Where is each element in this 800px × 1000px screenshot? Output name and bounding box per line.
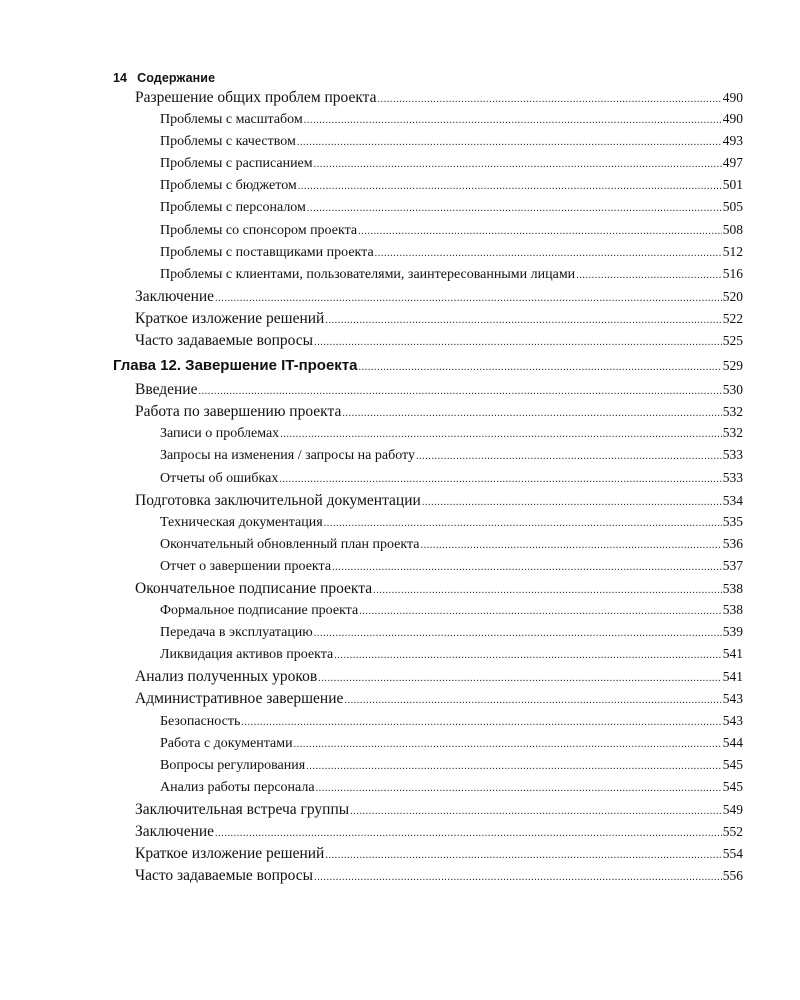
toc-entry — [113, 492, 743, 514]
dot-leader — [314, 628, 722, 639]
dot-leader — [334, 650, 722, 661]
toc-entry — [113, 690, 743, 712]
dot-leader — [279, 474, 721, 485]
toc-entry-page: 549 — [722, 801, 743, 817]
toc-entry-page: 539 — [722, 624, 743, 640]
toc-entry-title: Запросы на изменения / запросы на работу — [160, 448, 415, 464]
toc-entry-title: Техническая документация — [160, 514, 323, 530]
dot-leader — [576, 270, 722, 281]
toc-entry — [113, 447, 743, 469]
toc-entry — [113, 867, 743, 889]
toc-entry — [113, 155, 743, 177]
toc-entry-page: 536 — [722, 535, 743, 551]
toc-entry-page: 497 — [722, 155, 743, 171]
toc-entry-page: 552 — [722, 824, 743, 839]
toc-entry-title: Формальное подписание проекта — [160, 603, 359, 619]
toc-entry-page: 532 — [722, 404, 743, 420]
toc-entry — [113, 823, 743, 845]
dot-leader — [324, 518, 722, 529]
toc-entry-title: Проблемы с расписанием — [160, 156, 313, 172]
toc-entry-page: 530 — [722, 382, 743, 398]
toc-entry — [113, 332, 743, 354]
toc-entry — [113, 244, 743, 266]
dot-leader — [280, 429, 722, 440]
toc-entry-title: Подготовка заключительной документации — [135, 491, 421, 509]
section-title: Содержание — [137, 71, 216, 85]
toc-entry-page: 490 — [722, 90, 743, 105]
toc-entry — [113, 425, 743, 447]
toc-entry — [113, 133, 743, 155]
toc-entry-title: Проблемы с бюджетом — [160, 178, 297, 194]
toc-entry-page: 535 — [722, 513, 743, 529]
dot-leader — [215, 293, 722, 304]
dot-leader — [316, 783, 722, 794]
toc-entry-title: Окончательное подписание проекта — [135, 579, 373, 597]
dot-leader — [294, 739, 722, 750]
page-number: 14 — [113, 71, 128, 85]
toc-entry — [113, 757, 743, 779]
toc-entry-page: 545 — [722, 778, 743, 794]
dot-leader — [421, 540, 722, 551]
toc-entry-title: Часто задаваемые вопросы — [135, 332, 314, 350]
toc-entry-title: Проблемы с персоналом — [160, 200, 306, 216]
toc-entry-page: 541 — [722, 669, 743, 685]
dot-leader — [359, 362, 722, 373]
toc-entry — [113, 602, 743, 624]
dot-leader — [332, 562, 722, 573]
dot-leader — [241, 717, 721, 728]
toc-entry-page: 512 — [722, 243, 743, 259]
toc-entry-page: 529 — [722, 358, 743, 374]
dot-leader — [314, 159, 722, 170]
toc-entry-title: Часто задаваемые вопросы — [135, 867, 314, 885]
toc-entry-title: Введение — [135, 381, 198, 399]
toc-entry — [113, 801, 743, 823]
toc-entry-page: 543 — [722, 712, 743, 728]
toc-entry-page: 533 — [722, 447, 743, 463]
toc-entry-page: 545 — [722, 756, 743, 772]
toc-entry-page: 520 — [722, 288, 743, 304]
toc-entry — [113, 310, 743, 332]
dot-leader — [350, 806, 722, 817]
dot-leader — [416, 451, 722, 462]
toc-entry-page: 516 — [722, 265, 743, 281]
toc-entry-page: 534 — [722, 492, 743, 508]
dot-leader — [304, 115, 722, 126]
toc-entry-page: 522 — [722, 310, 743, 326]
dot-leader — [359, 606, 722, 617]
toc-entry-title: Анализ полученных уроков — [135, 668, 318, 686]
toc-entry — [113, 646, 743, 668]
dot-leader — [422, 497, 722, 508]
toc-entry — [113, 177, 743, 199]
toc-entry-page: 532 — [722, 425, 743, 441]
toc-entry — [113, 845, 743, 867]
toc-entry — [113, 381, 743, 403]
dot-leader — [342, 408, 721, 419]
toc-entry-title: Проблемы с поставщиками проекта — [160, 244, 374, 260]
toc-entry-title: Краткое изложение решений — [135, 845, 325, 863]
toc-entry-title: Работа по завершению проекта — [135, 403, 342, 421]
dot-leader — [306, 761, 722, 772]
toc-entry-page: 525 — [722, 333, 743, 349]
toc-entry-title: Глава 12. Завершение IT-проекта — [113, 357, 358, 375]
dot-leader — [378, 94, 722, 105]
toc-entry — [113, 199, 743, 221]
toc-entry-title: Передача в эксплуатацию — [160, 625, 313, 641]
toc-entry-page: 538 — [722, 602, 743, 618]
toc-entry-page: 493 — [722, 133, 743, 149]
toc-entry-title: Проблемы с масштабом — [160, 112, 303, 128]
toc-entry — [113, 89, 743, 111]
toc-chapter-entry — [113, 357, 743, 381]
dot-leader — [215, 828, 722, 839]
dot-leader — [325, 850, 721, 861]
toc-entry-title: Заключительная встреча группы — [135, 800, 350, 818]
dot-leader — [198, 386, 721, 397]
toc-entry-page: 543 — [722, 691, 743, 707]
toc-entry-title: Проблемы с клиентами, пользователями, заинтересованными лицами — [160, 266, 576, 282]
toc-entry-page: 541 — [722, 646, 743, 662]
dot-leader — [314, 872, 722, 883]
toc-entry-title: Отчет о завершении проекта — [160, 558, 332, 574]
toc-entry — [113, 470, 743, 492]
toc-entry-page: 505 — [722, 199, 743, 215]
toc-entry-page: 538 — [722, 580, 743, 596]
toc-entry-title: Ликвидация активов проекта — [160, 647, 334, 663]
toc-entry-page: 508 — [722, 221, 743, 237]
dot-leader — [297, 137, 722, 148]
toc-entry-title: Разрешение общих проблем проекта — [135, 89, 377, 106]
dot-leader — [325, 315, 721, 326]
toc-entry-title: Анализ работы персонала — [160, 779, 315, 795]
toc-entry-title: Заключение — [135, 287, 215, 305]
toc-entry — [113, 536, 743, 558]
dot-leader — [318, 673, 722, 684]
toc-entry-page: 537 — [722, 557, 743, 573]
toc-entry-title: Записи о проблемах — [160, 426, 280, 442]
toc-entry-page: 556 — [722, 868, 743, 884]
dot-leader — [344, 695, 721, 706]
toc-entry — [113, 288, 743, 310]
toc-entry — [113, 558, 743, 580]
dot-leader — [307, 203, 722, 214]
toc-entry — [113, 735, 743, 757]
toc-entry-title: Отчеты об ошибках — [160, 470, 279, 486]
toc-entry-page: 554 — [722, 846, 743, 862]
toc-entry-title: Краткое изложение решений — [135, 309, 325, 327]
toc-entry — [113, 111, 743, 133]
toc-entry-title: Проблемы со спонсором проекта — [160, 222, 358, 238]
toc-entry — [113, 624, 743, 646]
toc-entry-title: Проблемы с качеством — [160, 134, 296, 150]
toc-entry — [113, 580, 743, 602]
toc-entry — [113, 266, 743, 288]
toc-entry — [113, 779, 743, 801]
toc-entry-title: Окончательный обновленный план проекта — [160, 536, 420, 552]
toc-entry-page: 544 — [722, 734, 743, 750]
toc-entry-page: 490 — [722, 111, 743, 127]
toc-entry — [113, 222, 743, 244]
toc-entry-page: 533 — [722, 469, 743, 485]
dot-leader — [358, 226, 722, 237]
toc-entry — [113, 713, 743, 735]
dot-leader — [314, 337, 722, 348]
toc-entry — [113, 668, 743, 690]
toc-entry-title: Работа с документами — [160, 735, 293, 751]
toc-entry — [113, 514, 743, 536]
dot-leader — [373, 585, 722, 596]
dot-leader — [375, 248, 722, 259]
table-of-contents — [113, 89, 743, 889]
toc-entry-title: Административное завершение — [135, 690, 344, 708]
running-header — [113, 71, 215, 85]
toc-entry-title: Безопасность — [160, 713, 241, 729]
dot-leader — [298, 181, 722, 192]
toc-entry-title: Вопросы регулирования — [160, 757, 306, 773]
toc-entry-page: 501 — [722, 177, 743, 193]
toc-entry — [113, 403, 743, 425]
toc-entry-title: Заключение — [135, 823, 215, 840]
